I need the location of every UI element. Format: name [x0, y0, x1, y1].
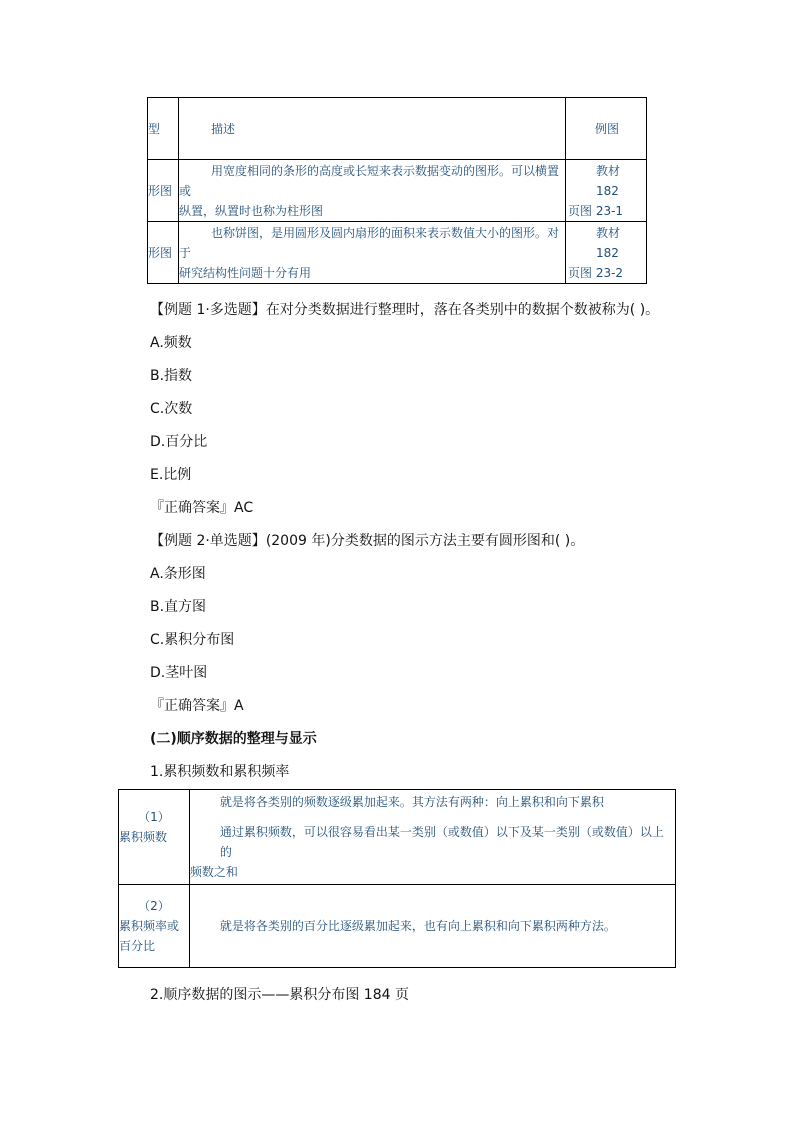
option-b: B.指数: [150, 368, 193, 384]
term-cell: [119, 790, 190, 885]
example-line: 页图 23-2: [568, 265, 624, 280]
cumulative-table: [118, 789, 676, 968]
term-number: （1）: [138, 810, 170, 824]
type-label: 形图: [148, 184, 173, 198]
term-number: （2）: [138, 899, 170, 913]
desc-line: 也称饼图，是用圆形及圆内扇形的面积来表示数值大小的图形。对于: [179, 225, 560, 260]
chart-types-table: [147, 97, 647, 284]
subsection-2: 2.顺序数据的图示——累积分布图 184 页: [150, 987, 409, 1003]
term-label: 累积频数: [119, 830, 168, 844]
type-header: 型: [148, 122, 161, 136]
option-c: C.累积分布图: [150, 632, 235, 648]
subsection-1: 1.累积频数和累积频率: [150, 764, 290, 780]
definition-line: 频数之和: [189, 865, 238, 879]
option-c: C.次数: [150, 401, 193, 417]
question-prefix: 【例题 1·多选题】: [150, 302, 266, 318]
definition-line: 通过累积频数，可以很容易看出某一类别（或数值）以下及某一类别（或数值）以上的: [219, 825, 664, 859]
term-cell: [119, 885, 190, 968]
desc-cell: [179, 222, 566, 284]
option-e: E.比例: [150, 467, 192, 483]
definition-cell: [189, 790, 675, 885]
example-line: 页图 23-1: [568, 203, 624, 218]
answer-2: 『正确答案』A: [150, 698, 244, 714]
table-row: [119, 885, 676, 968]
type-cell: [148, 222, 179, 284]
question-text: (2009 年)分类数据的图示方法主要有圆形图和( )。: [265, 533, 585, 549]
example-header-cell: [566, 98, 647, 160]
example-header: 例图: [594, 121, 619, 136]
definition-line: 就是将各类别的百分比逐级累加起来，也有向上累积和向下累积两种方法。: [219, 919, 616, 933]
option-a: A.条形图: [150, 566, 206, 582]
type-label: 形图: [148, 246, 173, 260]
example-cell: [566, 222, 647, 284]
type-cell: [148, 160, 179, 222]
question-prefix: 【例题 2·单选题】: [150, 533, 266, 549]
term-label: 百分比: [119, 939, 156, 953]
question-1: [150, 300, 659, 320]
definition-cell: [189, 885, 675, 968]
desc-header-cell: [179, 98, 566, 160]
example-line: 教材 182: [596, 225, 621, 260]
desc-line: 研究结构性问题十分有用: [179, 265, 312, 280]
table-row: [119, 790, 676, 885]
desc-line: 用宽度相同的条形的高度或长短来表示数据变动的图形。可以横置或: [179, 163, 560, 198]
term-label: 累积频率或: [119, 919, 180, 933]
table-header-row: [148, 98, 647, 160]
desc-line: 纵置，纵置时也称为柱形图: [179, 203, 324, 218]
option-d: D.百分比: [150, 434, 208, 450]
example-line: 教材 182: [596, 163, 621, 198]
question-text: 在对分类数据进行整理时，落在各类别中的数据个数被称为( )。: [265, 302, 660, 318]
desc-cell: [179, 160, 566, 222]
definition-line: 就是将各类别的频数逐级累加起来。其方法有两种：向上累积和向下累积: [219, 795, 604, 809]
desc-header: 描述: [211, 121, 236, 136]
option-b: B.直方图: [150, 599, 207, 615]
example-cell: [566, 160, 647, 222]
type-header-cell: [148, 98, 179, 160]
table-row: [148, 160, 647, 222]
section-heading: (二)顺序数据的整理与显示: [150, 731, 317, 747]
table-row: [148, 222, 647, 284]
option-d: D.茎叶图: [150, 665, 208, 681]
option-a: A.频数: [150, 335, 192, 351]
answer-1: 『正确答案』AC: [150, 500, 254, 516]
question-2: [150, 531, 584, 551]
